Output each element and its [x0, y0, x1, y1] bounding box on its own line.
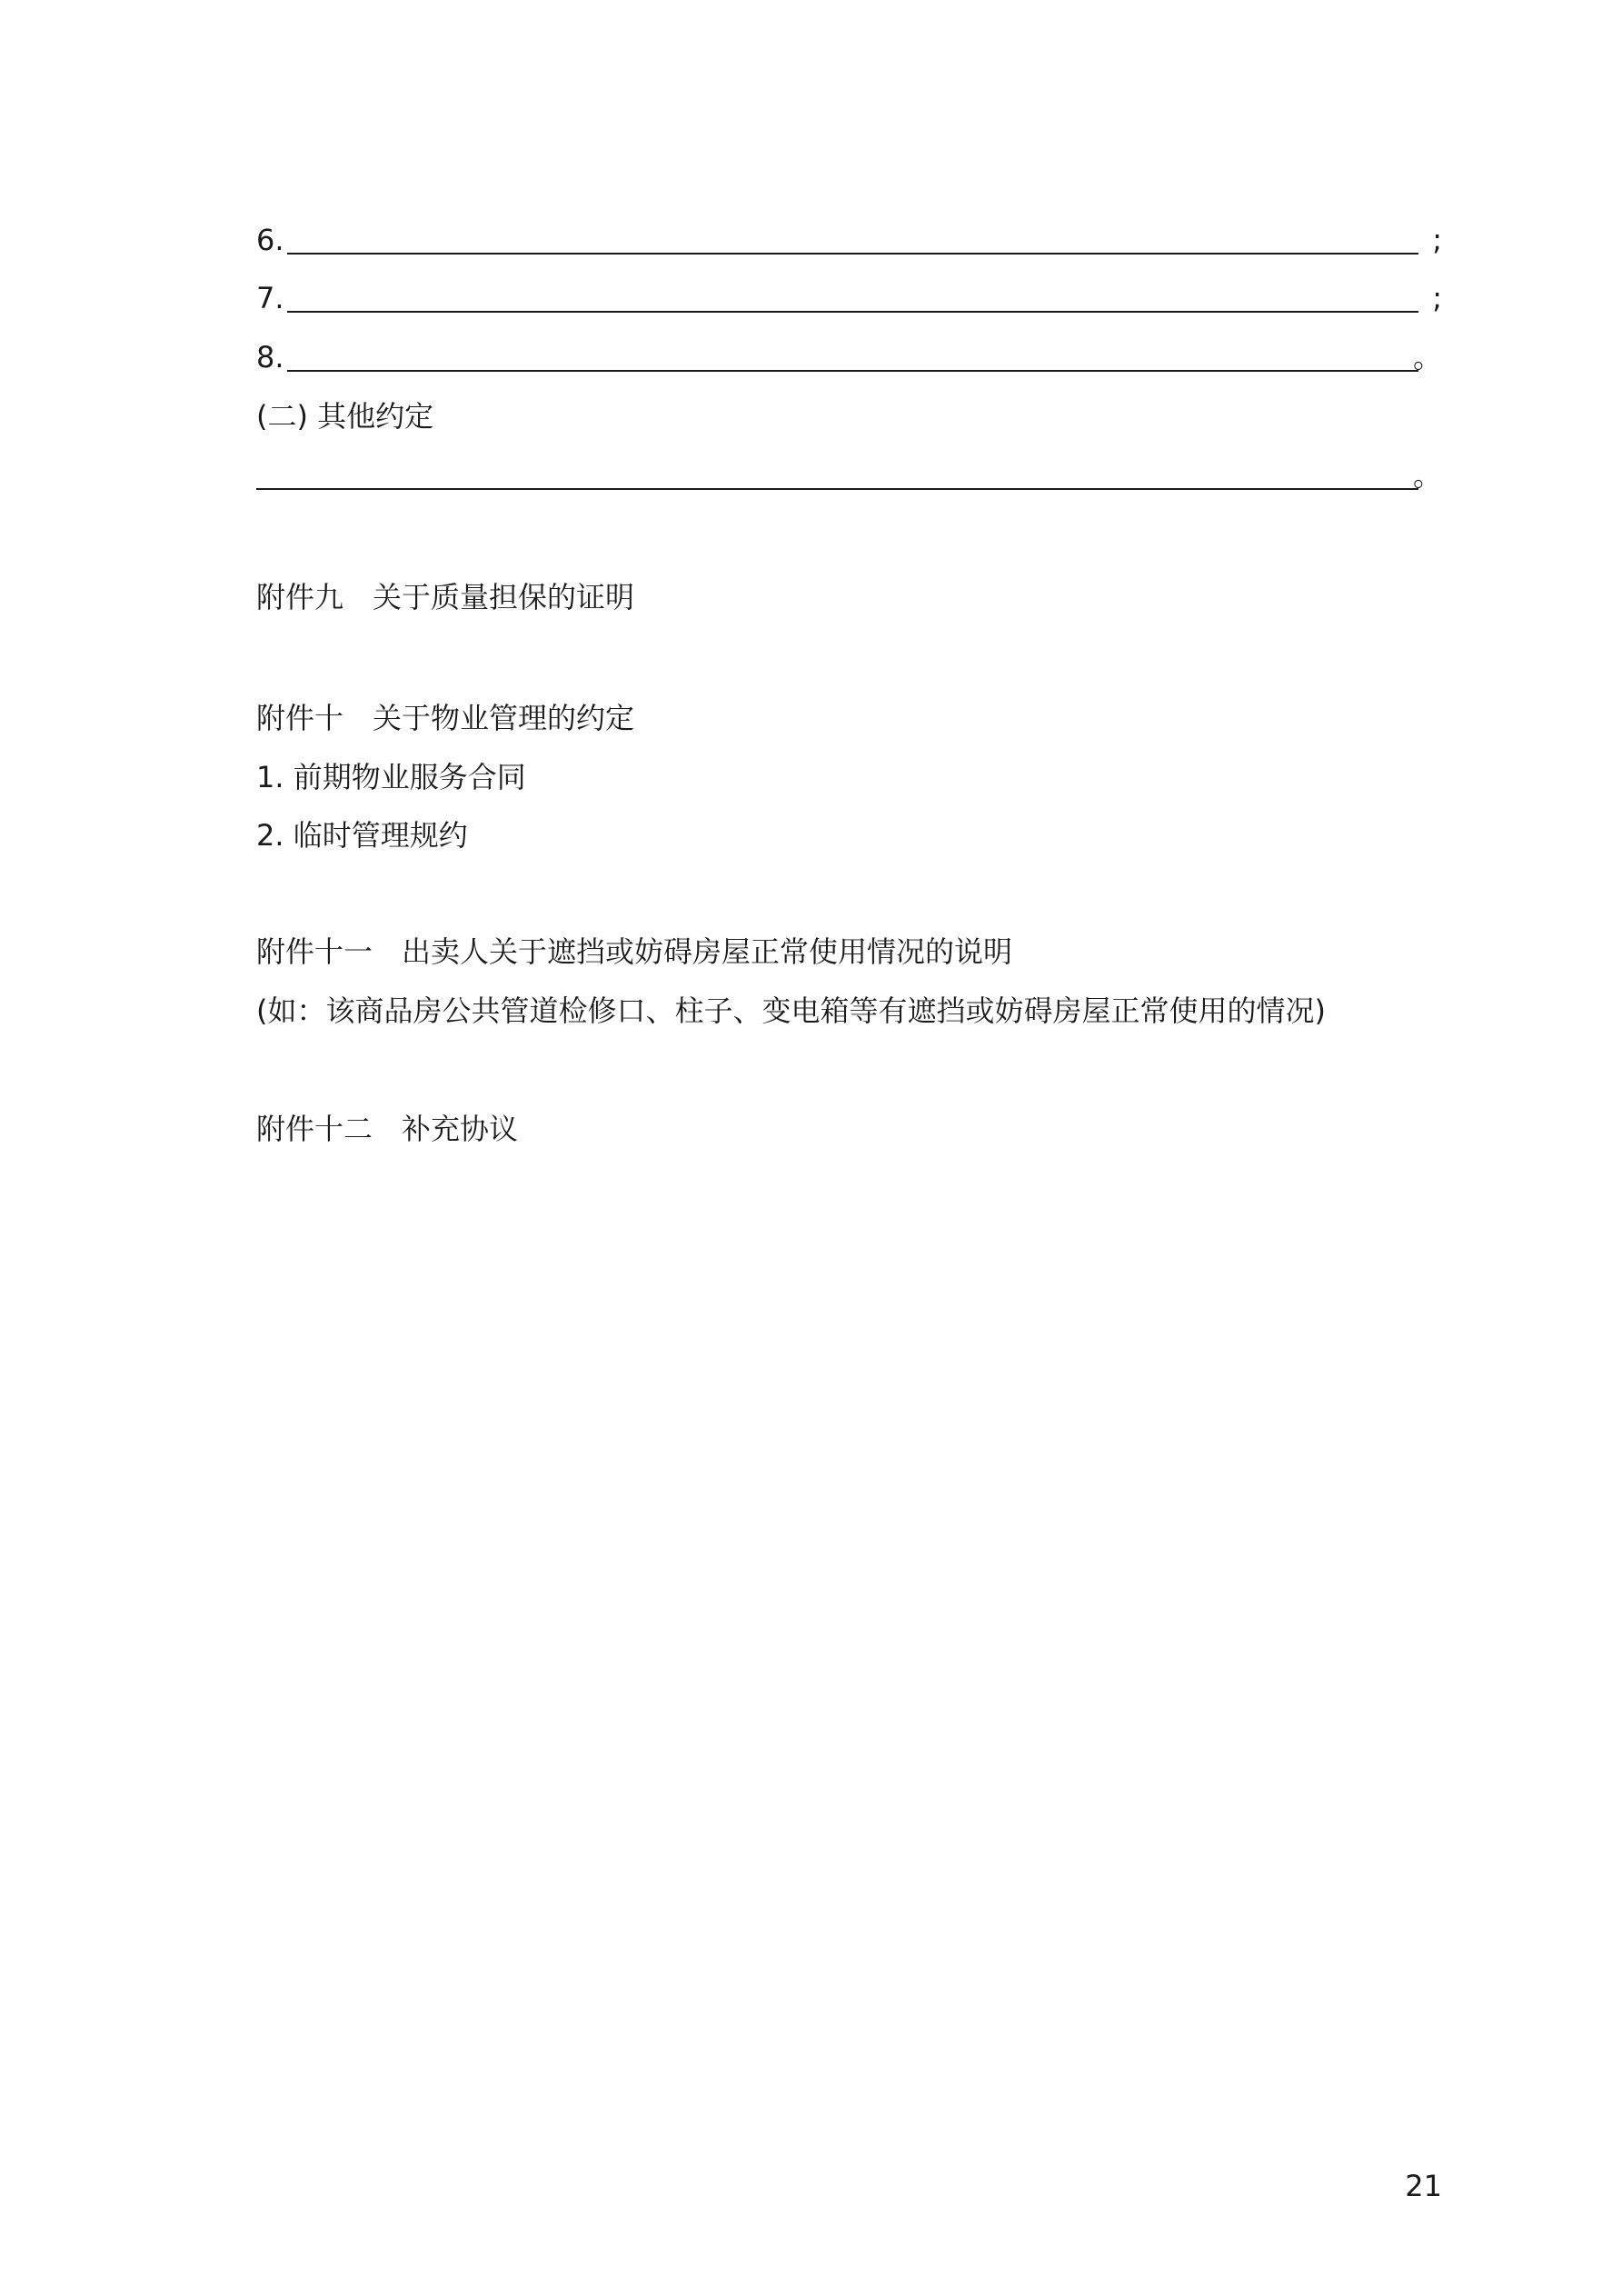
annex-11-note: (如：该商品房公共管道检修口、柱子、变电箱等有遮挡或妨碍房屋正常使用的情况) — [256, 993, 1326, 1028]
item-number: 8. — [256, 340, 284, 374]
blank-line-7 — [256, 280, 1442, 316]
annex-11-title: 附件十一 出卖人关于遮挡或妨碍房屋正常使用情况的说明 — [256, 934, 1013, 969]
fill-in-rule — [287, 370, 1418, 372]
fill-in-rule — [256, 488, 1418, 490]
annex-10-item-1: 1. 前期物业服务合同 — [256, 760, 526, 794]
blank-line-6 — [256, 222, 1442, 258]
line-end-punct: 。 — [1412, 458, 1442, 493]
item-number: 6. — [256, 223, 284, 257]
annex-10-title: 附件十 关于物业管理的约定 — [256, 701, 635, 735]
section-heading-other-agreements: (二) 其他约定 — [256, 399, 434, 434]
page-number: 21 — [1405, 2169, 1442, 2203]
fill-in-rule — [287, 253, 1418, 255]
annex-12-title: 附件十二 补充协议 — [256, 1112, 519, 1146]
annex-9-title: 附件九 关于质量担保的证明 — [256, 580, 635, 614]
fill-in-rule — [287, 311, 1418, 313]
line-end-punct: ; — [1432, 223, 1442, 257]
line-end-punct: 。 — [1412, 340, 1442, 374]
line-end-punct: ; — [1432, 281, 1442, 315]
blank-line-8 — [256, 339, 1442, 375]
annex-10-item-2: 2. 临时管理规约 — [256, 818, 468, 853]
item-number: 7. — [256, 281, 284, 315]
blank-line-other — [256, 457, 1442, 494]
